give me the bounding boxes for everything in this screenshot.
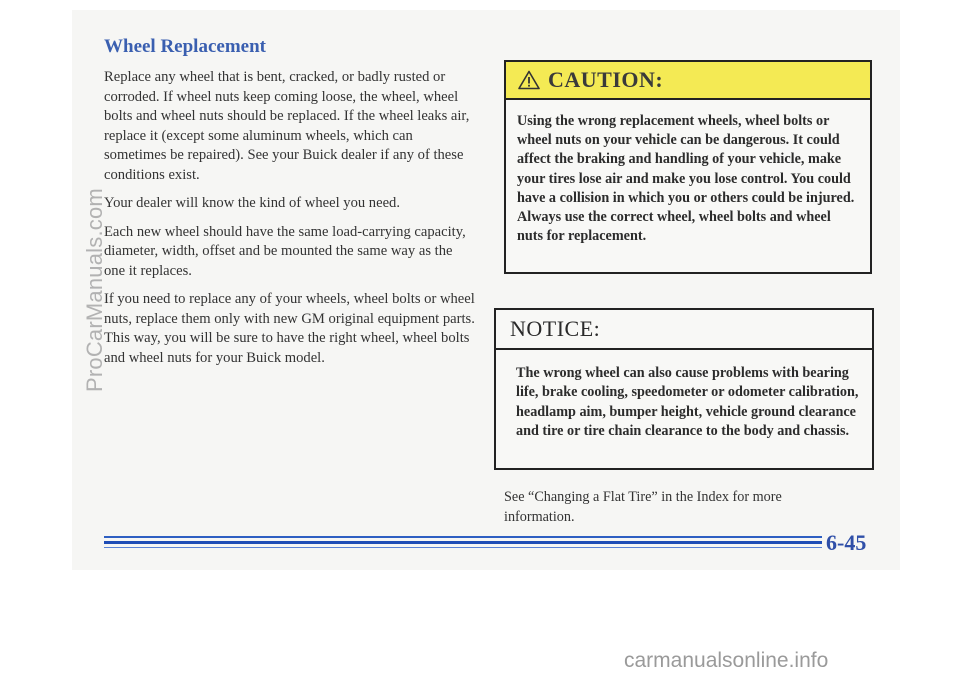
warning-triangle-icon [518, 70, 540, 90]
notice-text: The wrong wheel can also cause problems with bearing life, brake cooling, speedometer or odometer calibration, headlamp aim, bumper height, vehicle ground clearance and tire or tire chain clearance to the body and chassis. [516, 365, 859, 440]
footer-rule [104, 536, 822, 538]
paragraph: Your dealer will know the kind of wheel you need. [104, 195, 401, 211]
notice-title: NOTICE: [510, 316, 601, 341]
caution-box [504, 60, 872, 274]
caution-title: CAUTION: [548, 67, 664, 92]
page-number: 6-45 [826, 530, 867, 555]
footer-rule [104, 541, 822, 544]
caution-text: Using the wrong replacement wheels, wheel bolts or wheel nuts on your vehicle can be dangerous. It could affect the braking and handling of your vehicle, make your tires lose air and make you lose control. You could have a collision in which you or others could be injured. Always use the correct wheel, wheel bolts and wheel nuts for replacement. [517, 113, 855, 245]
notice-header [496, 310, 872, 350]
paragraph: If you need to replace any of your wheels, wheel bolts or wheel nuts, replace them only with new GM original equipment parts. This way, you will be sure to have the right wheel, wheel bolts and wheel nuts for your Buick model. [104, 291, 475, 366]
section-title: Wheel Replacement [104, 36, 266, 57]
bottom-watermark: carmanualsonline.info [624, 649, 829, 672]
notice-box [494, 308, 874, 470]
wheel-replacement-section [104, 36, 476, 377]
side-watermark-text: ProCarManuals.com [82, 188, 107, 392]
see-also-text: See “Changing a Flat Tire” in the Index for more information. [504, 489, 782, 525]
caution-header [506, 62, 870, 100]
side-watermark [82, 188, 108, 392]
paragraph: Each new wheel should have the same load-carrying capacity, diameter, width, offset and be mounted the same way as the one it replaces. [104, 223, 466, 279]
footer-rule [104, 547, 822, 548]
paragraph: Replace any wheel that is bent, cracked, or badly rusted or corroded. If wheel nuts keep coming loose, the wheel, wheel bolts and wheel nuts should be replaced. If the wheel leaks air, replace it (except some aluminum wheels, which can sometimes be repaired). See your Buick dealer if any of these conditions exist. [104, 69, 470, 183]
